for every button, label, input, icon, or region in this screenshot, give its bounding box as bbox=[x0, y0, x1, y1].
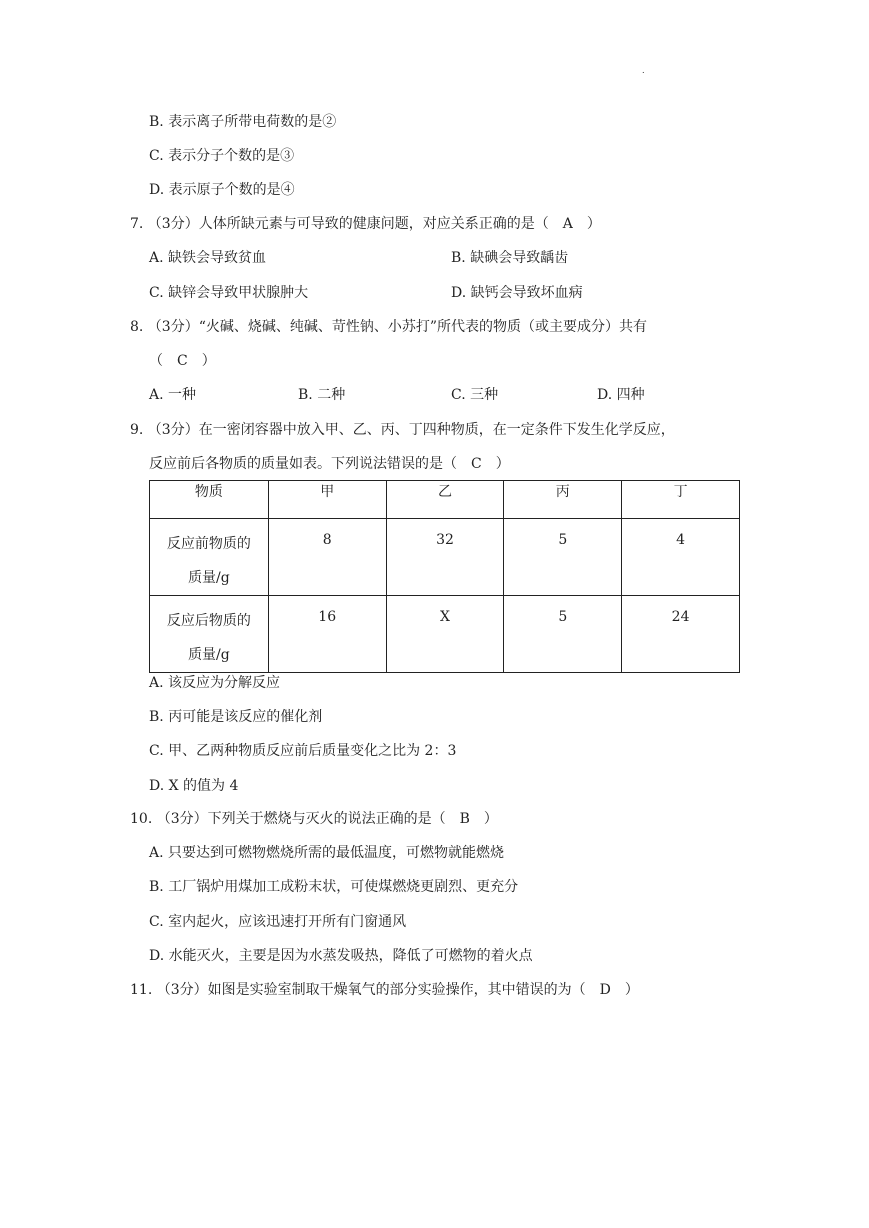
q8-option-d: D. 四种 bbox=[597, 387, 645, 403]
q7-option-c: C. 缺锌会导致甲状腺肿大 bbox=[149, 285, 309, 301]
header-cell-yi: 乙 bbox=[386, 481, 504, 519]
cell-before-jia: 8 bbox=[322, 532, 332, 548]
cell-after-jia: 16 bbox=[318, 609, 337, 625]
q9-stem-line2: 反应前后各物质的质量如表。下列说法错误的是（ C ） bbox=[149, 456, 510, 472]
q7-option-d: D. 缺钙会导致坏血病 bbox=[451, 285, 583, 301]
q6-option-c: C. 表示分子个数的是③ bbox=[149, 148, 295, 164]
row-label-after-line1: 反应后物质的 bbox=[166, 613, 251, 629]
cell-before-bing: 5 bbox=[558, 532, 568, 548]
q9-option-b: B. 丙可能是该反应的催化剂 bbox=[149, 709, 323, 725]
header-cell-bing: 丙 bbox=[504, 481, 622, 519]
q10-option-a: A. 只要达到可燃物燃烧所需的最低温度，可燃物就能燃烧 bbox=[149, 845, 505, 861]
q8-option-a: A. 一种 bbox=[149, 387, 197, 403]
row-label-after-line2: 质量/g bbox=[188, 647, 230, 663]
q6-option-b: B. 表示离子所带电荷数的是② bbox=[149, 114, 337, 130]
q8-stem-line2: （ C ） bbox=[149, 353, 216, 369]
row-label-before-line1: 反应前物质的 bbox=[166, 536, 251, 552]
header-cell-jia: 甲 bbox=[268, 481, 386, 519]
q9-option-a: A. 该反应为分解反应 bbox=[149, 675, 281, 691]
cell-before-ding: 4 bbox=[676, 532, 686, 548]
row-label-before bbox=[150, 519, 269, 596]
q9-option-c: C. 甲、乙两种物质反应前后质量变化之比为 2：3 bbox=[149, 743, 457, 759]
q9-stem-line1: 9. （3分）在一密闭容器中放入甲、乙、丙、丁四种物质，在一定条件下发生化学反应， bbox=[130, 422, 675, 438]
q8-option-b: B. 二种 bbox=[298, 387, 346, 403]
table-row-after bbox=[150, 596, 740, 673]
row-label-before-line2: 质量/g bbox=[188, 570, 230, 586]
table-row-before bbox=[150, 519, 740, 596]
q7-stem: 7. （3分）人体所缺元素与可导致的健康问题，对应关系正确的是（ A ） bbox=[130, 216, 601, 232]
q6-option-d: D. 表示原子个数的是④ bbox=[149, 182, 295, 198]
q10-option-b: B. 工厂锅炉用煤加工成粉末状，可使煤燃烧更剧烈、更充分 bbox=[149, 879, 519, 895]
cell-before-yi: 32 bbox=[436, 532, 454, 548]
q10-option-d: D. 水能灭火，主要是因为水蒸发吸热，降低了可燃物的着火点 bbox=[149, 948, 533, 964]
q7-option-a: A. 缺铁会导致贫血 bbox=[149, 250, 267, 266]
page-mark: . bbox=[642, 66, 645, 75]
cell-after-ding: 24 bbox=[671, 609, 690, 625]
q8-stem-line1: 8. （3分）“火碱、烧碱、纯碱、苛性钠、小苏打”所代表的物质（或主要成分）共有 bbox=[130, 319, 648, 335]
table-header-row bbox=[150, 481, 740, 519]
header-cell-ding: 丁 bbox=[622, 481, 740, 519]
q9-option-d: D. X 的值为 4 bbox=[149, 778, 239, 794]
cell-after-bing: 5 bbox=[558, 609, 568, 625]
q11-stem: 11. （3分）如图是实验室制取干燥氧气的部分实验操作，其中错误的为（ D ） bbox=[130, 982, 639, 998]
header-cell-substance: 物质 bbox=[150, 481, 269, 519]
q9-mass-table bbox=[149, 480, 740, 673]
q10-stem: 10. （3分）下列关于燃烧与灭火的说法正确的是（ B ） bbox=[130, 811, 498, 827]
q8-option-c: C. 三种 bbox=[451, 387, 499, 403]
cell-after-yi: X bbox=[440, 609, 450, 625]
row-label-after bbox=[150, 596, 269, 673]
q10-option-c: C. 室内起火，应该迅速打开所有门窗通风 bbox=[149, 914, 407, 930]
q7-option-b: B. 缺碘会导致龋齿 bbox=[451, 250, 569, 266]
